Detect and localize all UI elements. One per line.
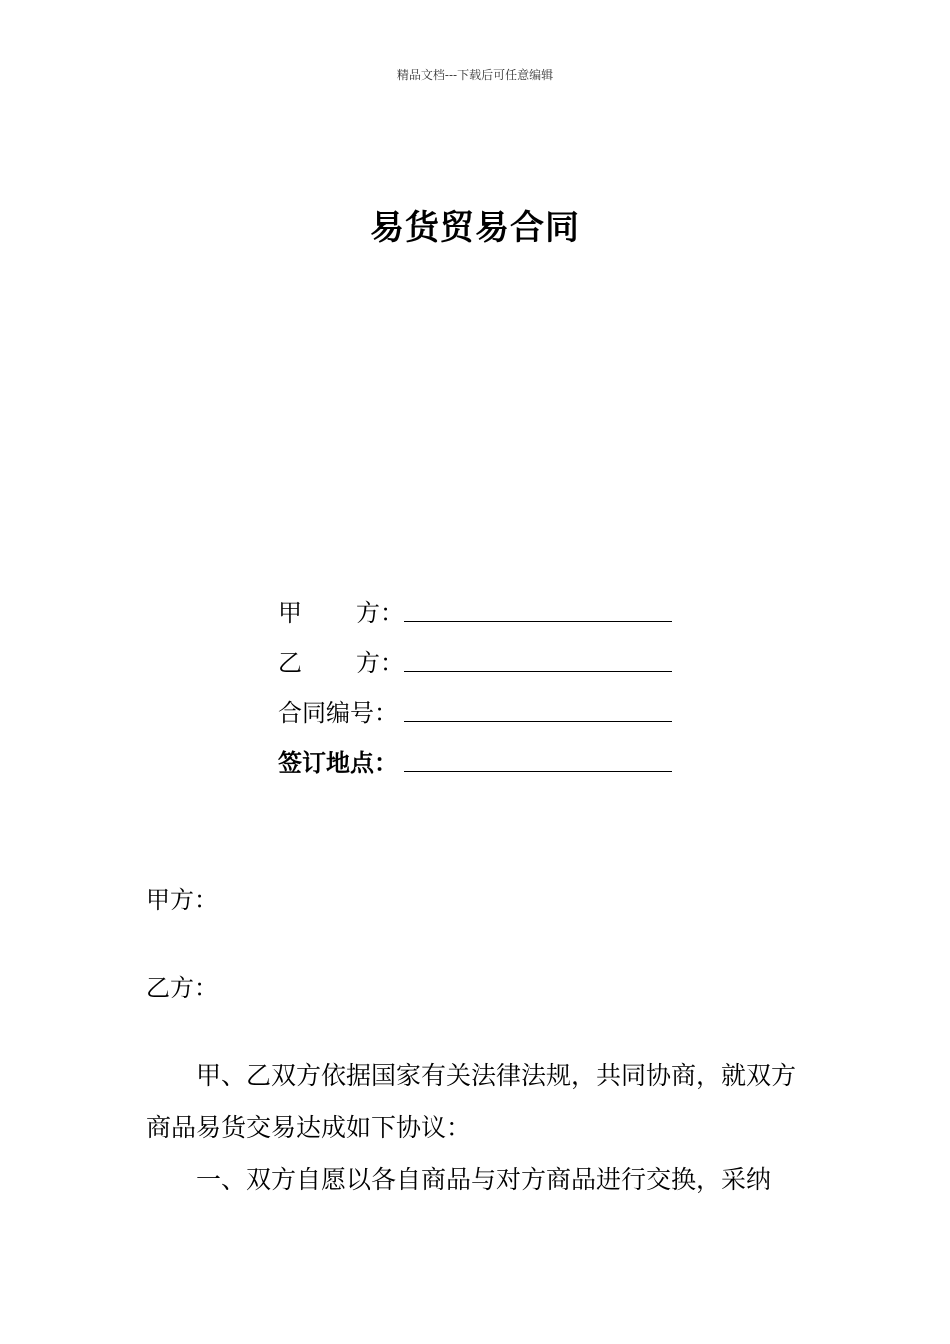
label-colon: ： (374, 749, 398, 777)
label-char: 甲 (278, 599, 302, 627)
label-colon: ： (374, 699, 398, 727)
field-label-contract-number (278, 693, 404, 728)
field-row-signing-place (278, 728, 672, 778)
document-title: 易货贸易合同 (370, 208, 580, 248)
label-char: 方 (356, 649, 380, 677)
contract-body (146, 1050, 796, 1206)
party-b-line: 乙方： (146, 974, 218, 1002)
label-colon: ： (380, 649, 404, 677)
field-blank-line[interactable] (404, 701, 672, 722)
field-row-party-b (278, 628, 672, 678)
field-blank-line[interactable] (404, 751, 672, 772)
field-row-party-a (278, 578, 672, 628)
field-blank-line[interactable] (404, 651, 672, 672)
label-char-group (356, 593, 404, 628)
field-label-signing-place (278, 743, 404, 778)
field-label-party-b (278, 643, 404, 678)
label-colon: ： (380, 599, 404, 627)
label-char-group (356, 643, 404, 678)
party-a-line: 甲方： (146, 886, 218, 914)
field-label-party-a (278, 593, 404, 628)
body-paragraph: 甲、乙双方依据国家有关法律法规，共同协商，就双方商品易货交易达成如下协议： (146, 1061, 797, 1142)
label-text: 合同编号 (278, 699, 374, 727)
field-blank-line[interactable] (404, 601, 672, 622)
label-text: 签订地点 (278, 749, 374, 777)
label-char: 乙 (278, 649, 302, 677)
body-paragraph: 一、双方自愿以各自商品与对方商品进行交换，采纳 (196, 1165, 772, 1194)
label-char: 方 (356, 599, 380, 627)
header-note: 精品文档---下载后可任意编辑 (396, 68, 554, 82)
cover-fields (278, 578, 672, 778)
field-row-contract-number (278, 678, 672, 728)
